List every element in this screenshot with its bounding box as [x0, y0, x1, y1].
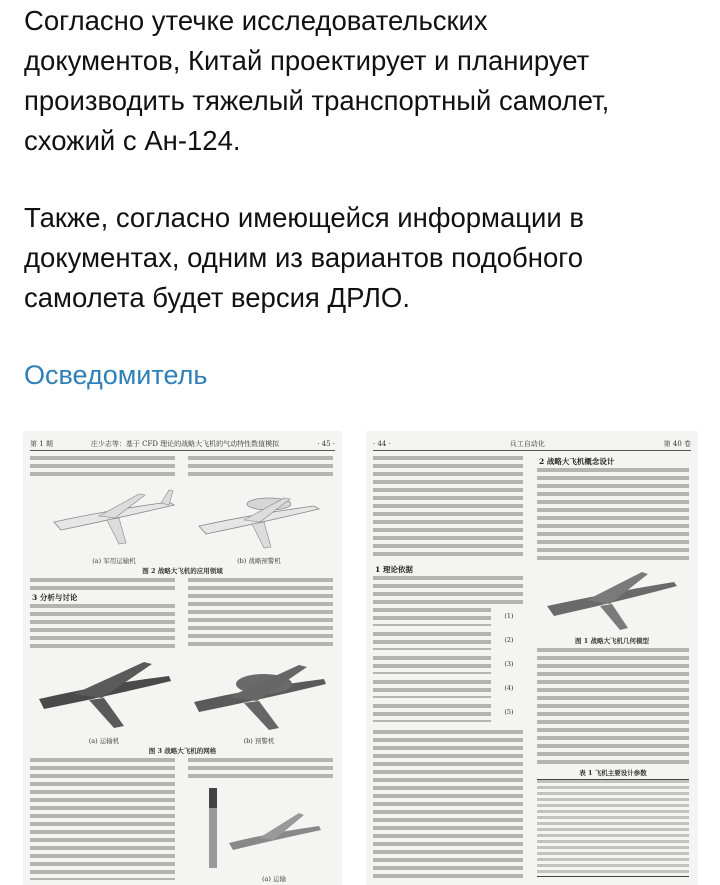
text-block: [373, 576, 523, 604]
equation-number: (2): [504, 636, 514, 644]
post-paragraph-1: Согласно утечке исследовательских документов, Китай проектирует и планирует производить тяжелый транспортный самолет, схожий с Ан-124.: [24, 5, 610, 156]
equation-line: [373, 608, 491, 626]
fig1-caption: 图 1 战略大飞机几何模型: [574, 637, 650, 645]
equation-number: (4): [504, 684, 514, 692]
equation-line: [373, 632, 491, 650]
equation-number: (5): [504, 708, 514, 716]
equation-number: (3): [504, 660, 514, 668]
fig3b-label: (b) 预警机: [243, 737, 275, 745]
parameters-table: [537, 779, 689, 877]
text-block: [537, 648, 689, 764]
fig2a-label: (a) 军用运输机: [92, 557, 136, 565]
awacs-plane-illustration: [194, 482, 324, 552]
journal-name: 兵工自动化: [509, 440, 545, 448]
article-title: 庄少志等：基于 CFD 理论的战略大飞机的气动特性数值模拟: [90, 440, 280, 448]
section-heading: 3 分析与讨论: [32, 593, 78, 602]
section-2-heading: 2 战略大飞机概念设计: [539, 457, 615, 466]
equation-line: [373, 656, 491, 674]
document-header: [373, 438, 691, 451]
issue-number: 第 1 期: [30, 440, 53, 448]
post-paragraph-2: Также, согласно имеющейся информации в документах, одним из вариантов подобного самолета будет версия ДРЛО.: [24, 202, 584, 313]
table-caption: 表 1 飞机主要设计参数: [579, 769, 647, 777]
text-block: [188, 578, 333, 648]
text-block: [30, 456, 175, 476]
source-link[interactable]: Осведомитель: [24, 360, 208, 390]
text-block: [30, 758, 175, 880]
text-block: [188, 456, 333, 476]
text-block: [373, 730, 523, 880]
section-1-heading: 1 理论依据: [375, 565, 413, 574]
document-image-left[interactable]: [24, 432, 341, 885]
fig3-caption: 图 3 战略大飞机的网格: [148, 747, 217, 755]
text-block: [373, 456, 523, 560]
transport-mesh-illustration: [34, 654, 174, 732]
equation-number: (1): [504, 612, 514, 620]
page-number: · 44 ·: [373, 440, 391, 448]
text-block: [30, 578, 175, 590]
awacs-mesh-illustration: [189, 654, 329, 732]
fig2b-label: (b) 战略预警机: [237, 557, 281, 565]
text-block: [188, 758, 333, 782]
document-image-right[interactable]: [367, 432, 697, 885]
document-header: [30, 438, 335, 451]
volume-number: 第 40 卷: [663, 440, 691, 448]
equation-line: [373, 680, 491, 698]
transport-plane-illustration: [49, 482, 179, 552]
page-number: · 45 ·: [317, 440, 335, 448]
fig3a-label: (a) 运输机: [88, 737, 120, 745]
pressure-contour-illustration: [209, 788, 329, 874]
text-block: [537, 468, 689, 560]
text-block: [30, 604, 175, 648]
fig4a-label: (a) 运输: [261, 875, 286, 883]
equation-line: [373, 704, 491, 722]
fig2-caption: 图 2 战略大飞机的应用领域: [142, 567, 223, 575]
geometry-model-illustration: [542, 564, 682, 634]
